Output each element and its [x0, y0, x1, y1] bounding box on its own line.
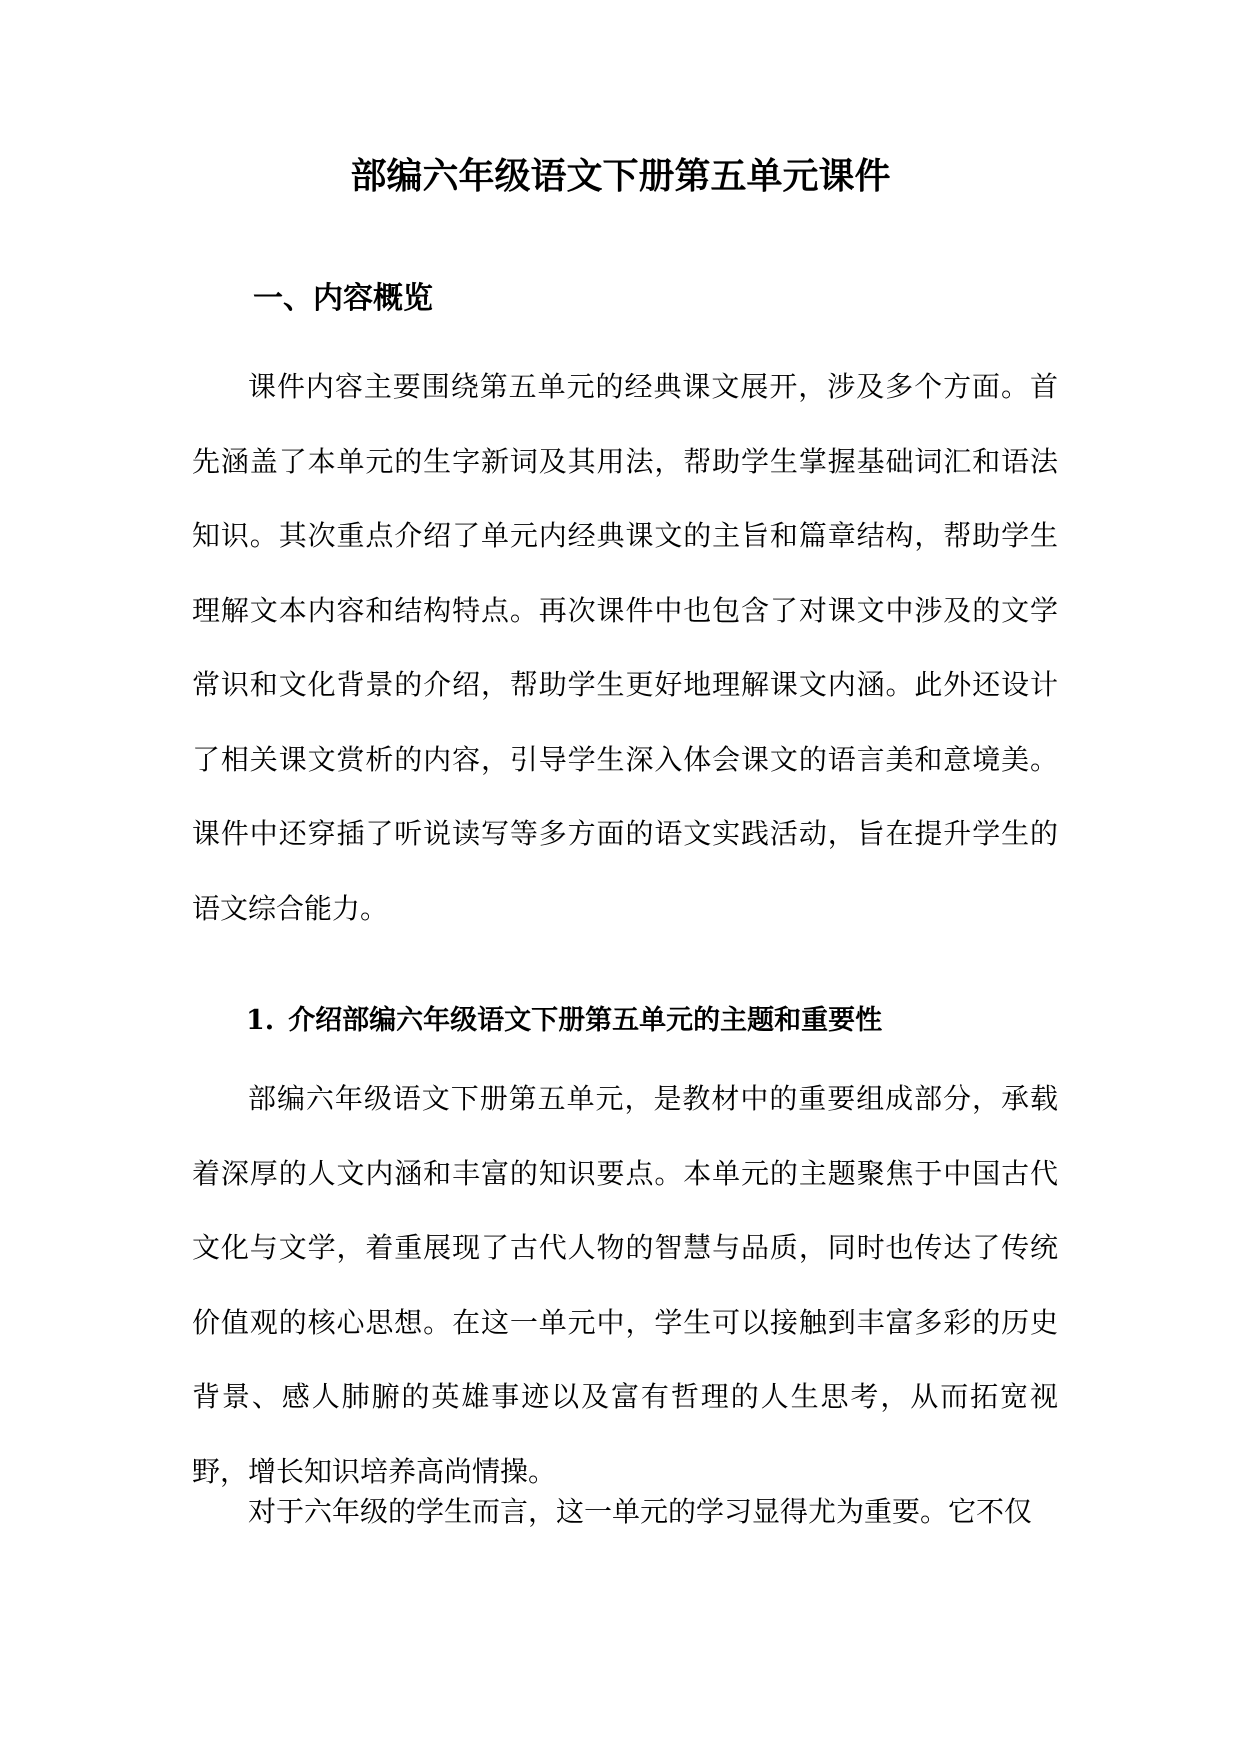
subsection-number: 1. — [246, 1005, 275, 1036]
subsection-heading-text: 介绍部编六年级语文下册第五单元的主题和重要性 — [288, 1005, 883, 1036]
document-title: 部编六年级语文下册第五单元课件 — [350, 155, 891, 197]
importance-paragraph: 对于六年级的学生而言，这一单元的学习显得尤为重要。它不仅 — [248, 1495, 1033, 1528]
section-heading-overview: 一、内容概览 — [253, 281, 433, 316]
overview-paragraph: 课件内容主要围绕第五单元的经典课文展开，涉及多个方面。首先涵盖了本单元的生字新词及其用法，帮助学生掌握基础词汇和语法知识。其次重点介绍了单元内经典课文的主旨和篇章结构，帮助学生理解文本内容和结构特点。再次课件中也包含了对课文中涉及的文学常识和文化背景的介绍，帮助学生更好地理解课文内涵。此外还设计了相关课文赏析的内容，引导学生深入体会课文的语言美和意境美。课件中还穿插了听说读写等多方面的语文实践活动，旨在提升学生的语文综合能力。 — [192, 370, 1058, 925]
subsection-heading — [246, 1000, 882, 1042]
theme-paragraph: 部编六年级语文下册第五单元，是教材中的重要组成部分，承载着深厚的人文内涵和丰富的知识要点。本单元的主题聚焦于中国古代文化与文学，着重展现了古代人物的智慧与品质，同时也传达了传统价值观的核心思想。在这一单元中，学生可以接触到丰富多彩的历史背景、感人肺腑的英雄事迹以及富有哲理的人生思考，从而拓宽视野，增长知识培养高尚情操。 — [192, 1082, 1058, 1488]
